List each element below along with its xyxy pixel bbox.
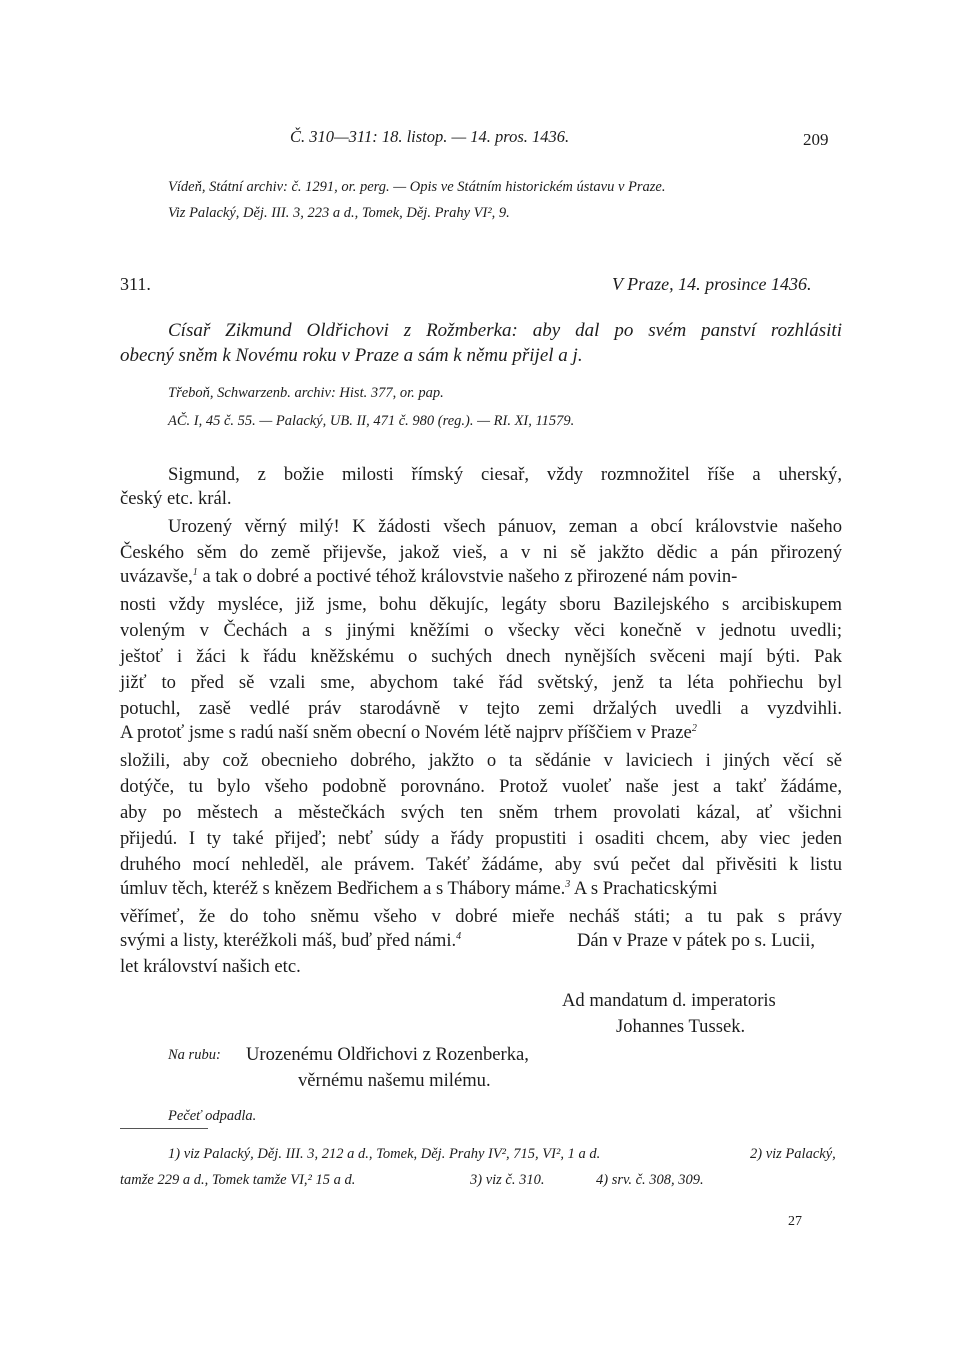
text-line-17: úmluv těch, kteréž s knězem Bedřichem a s Thábory máme.$^3$ A s Prachaticskými (120, 878, 718, 899)
text-line-13: dotýče, tu bylo všeho podobně porovnáno. Protož vuoleť naše jest a takť žádáme, (120, 776, 842, 797)
page-number: 209 (803, 130, 829, 149)
footnote-ref-2: 2 (691, 723, 697, 734)
text-line-10: potuchl, zasě vedlé práv starodávně v tejto zemi držalých uvedli a vyzdvihli. (120, 698, 842, 719)
subscription-line-2: Johannes Tussek. (616, 1016, 746, 1037)
dorsal-line-1: Urozenému Oldřichovi z Rozenberka, (246, 1044, 529, 1065)
text-line-4: Českého sěm do země přijevše, jakož vieš, a v ni sě jakžto dědic a pán přirozený (120, 542, 842, 563)
regest-line-1: Císař Zikmund Oldřichovi z Rožmberka: aby dal po svém panství rozhlásiti (168, 320, 842, 341)
text-line-3: Urozený věrný milý! K žádosti všech pánuov, zeman a obcí královstvie našeho (168, 516, 842, 537)
subscription-line-1: Ad mandatum d. imperatoris (562, 990, 776, 1011)
footnote-2-end: tamže 229 a d., Tomek tamže VI,² 15 a d. (120, 1172, 356, 1188)
text-line-16: druhého mocí nehleděl, ale právem. Takéť žádáme, aby svú pečet dal přivěsiti k listu (120, 854, 842, 875)
prev-source-line-1: Vídeň, Státní archiv: č. 1291, or. perg. — Opis ve Státním historickém ústavu v Praze. (168, 179, 666, 195)
text-line-15: přijedú. I ty také přijeď; nebť súdy a řády propustiti i osaditi chcem, aby viec jeden (120, 828, 842, 849)
place-date: V Praze, 14. prosince 1436. (612, 274, 812, 294)
footnote-2-start: 2) viz Palacký, (750, 1146, 836, 1162)
text-line-7: voleným v Čechách a s jinými kněžími o všecky věci konečně v jednotu uvedli; (120, 620, 842, 641)
footnote-divider (120, 1128, 208, 1129)
text-line-6: nosti vždy mysléce, již jsme, bohu děkujíc, legáty sboru Bazilejského s arcibiskupem (120, 594, 842, 615)
source-line-2: AČ. I, 45 č. 55. — Palacký, UB. II, 471 č. 980 (reg.). — RI. XI, 11579. (168, 413, 575, 429)
source-line-1: Třeboň, Schwarzenb. archiv: Hist. 377, or. pap. (168, 385, 444, 401)
text-line-19-end: Dán v Praze v pátek po s. Lucii, (577, 930, 816, 951)
footnote-ref-1: 1 (192, 567, 198, 578)
text-line-2: český etc. král. (120, 488, 232, 509)
footnote-4: 4) srv. č. 308, 309. (596, 1172, 704, 1188)
dorsal-line-2: věrnému našemu milému. (298, 1070, 491, 1091)
text-line-18: věřímeť, že do toho sněmu všeho v dobré mieře necháš státi; a tu pak s právy (120, 906, 842, 927)
text-line-8: ještoť i žáci k řádu kněžskému o suchých dnech nynějších svěceni mají býti. Pak (120, 646, 842, 667)
dorsal-label: Na rubu: (168, 1047, 221, 1063)
text-line-14: aby po městech a městečkách svých ten sněm trhem provolati kázal, ať všichni (120, 802, 842, 823)
running-head: Č. 310—311: 18. listop. — 14. pros. 1436. (290, 127, 570, 146)
signature-mark: 27 (788, 1214, 802, 1229)
text-line-1: Sigmund, z božie milosti římský ciesař, vždy rozmnožitel říše a uherský, (168, 464, 842, 485)
text-line-11: A protoť jsme s radú naší sněm obecní o Novém létě najprv příščiem v Praze$^2$ (120, 722, 697, 743)
footnote-ref-4: 4 (456, 931, 462, 942)
text-line-5: uvázavše,$^1$ a tak o dobré a poctivé téhož královstvie našeho z přirozené nám povin- (120, 566, 738, 587)
prev-source-line-2: Viz Palacký, Děj. III. 3, 223 a d., Tomek, Děj. Prahy VI², 9. (168, 205, 510, 221)
text-line-19: svými a listy, kteréžkoli máš, buď před námi.$^4$ (120, 930, 462, 951)
footnote-3: 3) viz č. 310. (470, 1172, 545, 1188)
footnote-ref-3: 3 (565, 879, 571, 890)
doc-number: 311. (120, 274, 151, 294)
footnote-1: 1) viz Palacký, Děj. III. 3, 212 a d., Tomek, Děj. Prahy IV², 715, VI², 1 a d. (168, 1146, 601, 1162)
text-line-12: složili, aby což obecnieho dobrého, jakžto o ta sědánie v laviciech i jiných věcí sě (120, 750, 842, 771)
text-line-20: let království našich etc. (120, 956, 301, 977)
regest-line-2: obecný sněm k Novému roku v Praze a sám k němu přijel a j. (120, 345, 583, 366)
seal-note: Pečeť odpadla. (168, 1108, 257, 1124)
text-line-9: jižť to před sě vzali sme, abychom také řád světský, jenž ta léta pohřiechu byl (120, 672, 842, 693)
